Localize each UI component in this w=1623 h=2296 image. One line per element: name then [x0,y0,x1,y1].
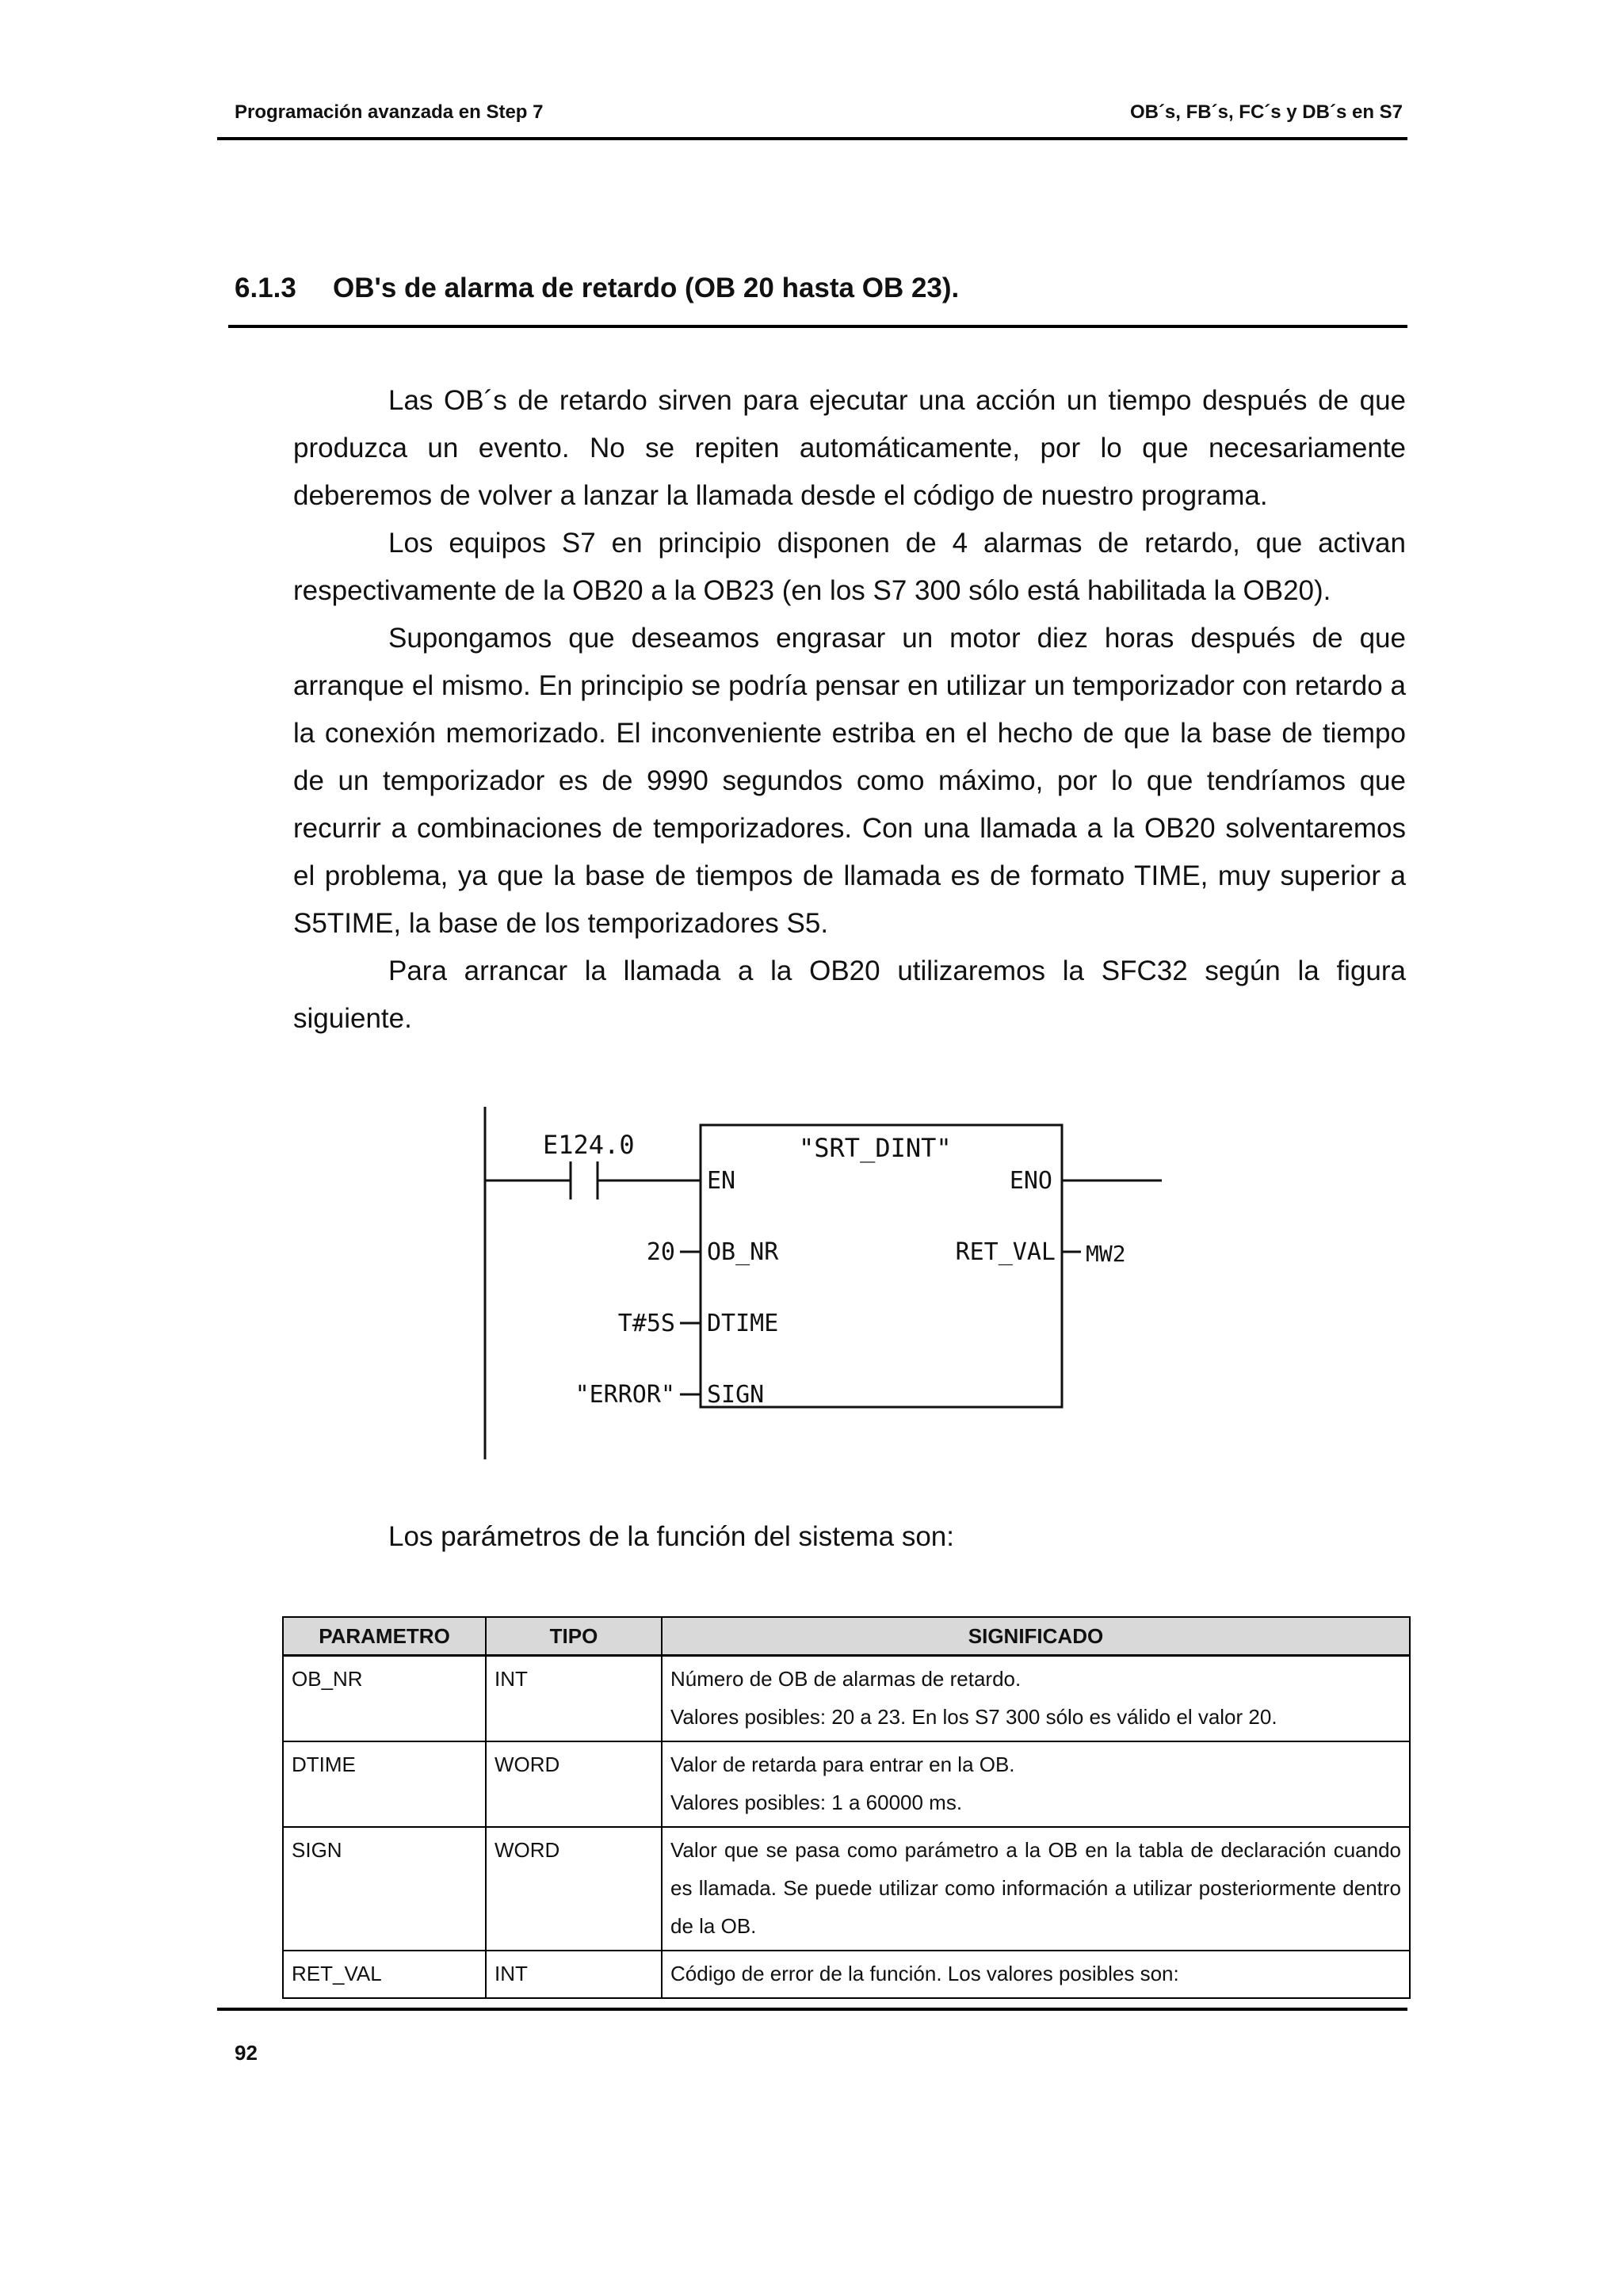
footer-rule [217,2008,1407,2011]
function-block [701,1125,1062,1407]
param-cell: DTIME [283,1741,486,1827]
parameter-table [282,1616,1411,1999]
desc-cell [662,1741,1410,1827]
contact-label: E124.0 [543,1130,635,1160]
header-rule [217,137,1407,140]
pin-ret-val: RET_VAL [955,1238,1056,1266]
paragraph: Supongamos que deseamos engrasar un motor diez horas después de que arranque el mismo. En principio se podría pensar en utilizar un temporizador con retardo a la conexión memorizado. El inconveniente estriba en el hecho de que la base de tiempo de un temporizador es de 9990 segundos como máximo, por lo que tendríamos que recurrir a combinaciones de temporizadores. Con una llamada a la OB20 solventaremos el problema, ya que la base de tiempos de llamada es de formato TIME, muy superior a S5TIME, la base de los temporizadores S5. [293,623,1406,939]
type-cell: INT [486,1656,662,1742]
value-ob-nr: 20 [646,1238,675,1266]
desc-cell [662,1951,1410,1998]
desc-line: Valor de retarda para entrar en la OB. [670,1753,1015,1776]
table-row [283,1951,1410,1998]
paragraph: Los equipos S7 en principio disponen de 4 alarmas de retardo, que activan respectivamente de la OB20 a la OB23 (en los S7 300 sólo está habilitada la OB20). [293,528,1406,606]
paragraph: Para arrancar la llamada a la OB20 utilizaremos la SFC32 según la figura siguiente. [293,955,1406,1034]
ladder-diagram [460,1095,1173,1467]
desc-line: Número de OB de alarmas de retardo. [670,1667,1022,1691]
value-sign: "ERROR" [575,1381,675,1409]
header-title: Programación avanzada en Step 7 [235,101,544,123]
pin-ob-nr: OB_NR [707,1238,779,1266]
paragraph: Las OB´s de retardo sirven para ejecutar una acción un tiempo después de que produzca un evento. No se repiten automáticamente, por lo que necesariamente deberemos de volver a lanzar la llamada desde el código de nuestro programa. [293,385,1406,511]
table-row [283,1741,1410,1827]
pin-sign: SIGN [707,1381,765,1409]
header-parametro: PARAMETRO [283,1617,486,1656]
desc-line: Valor que se pasa como parámetro a la OB en la tabla de declaración cuando es llamada. Se puede utilizar como información a utilizar posteriormente dentro de la OB. [670,1838,1401,1938]
desc-cell [662,1827,1410,1951]
desc-line: Valores posibles: 20 a 23. En los S7 300 sólo es válido el valor 20. [670,1705,1277,1729]
params-intro: Los parámetros de la función del sistema son: [388,1521,954,1552]
header-tipo: TIPO [486,1617,662,1656]
pin-en: EN [707,1167,736,1195]
type-cell: WORD [486,1741,662,1827]
param-cell: OB_NR [283,1656,486,1742]
page-number: 92 [235,2041,258,2065]
block-name: "SRT_DINT" [799,1133,952,1163]
type-cell: INT [486,1951,662,1998]
desc-line: Código de error de la función. Los valores posibles son: [670,1962,1179,1985]
desc-cell [662,1656,1410,1742]
value-ret-val: MW2 [1086,1241,1126,1267]
header-chapter: OB´s, FB´s, FC´s y DB´s en S7 [1129,101,1403,123]
desc-line: Valores posibles: 1 a 60000 ms. [670,1791,963,1814]
value-dtime: T#5S [617,1310,675,1337]
table-row [283,1827,1410,1951]
pin-dtime: DTIME [707,1310,779,1337]
section-heading [235,273,959,304]
param-cell: SIGN [283,1827,486,1951]
section-title: OB's de alarma de retardo (OB 20 hasta OB 23). [333,273,960,303]
pin-eno: ENO [1009,1167,1052,1195]
table-header-row [283,1617,1410,1656]
section-number: 6.1.3 [235,273,296,303]
table-row [283,1656,1410,1742]
header-significado: SIGNIFICADO [662,1617,1410,1656]
section-rule [228,325,1407,328]
body-text [293,377,1406,1043]
param-cell: RET_VAL [283,1951,486,1998]
type-cell: WORD [486,1827,662,1951]
